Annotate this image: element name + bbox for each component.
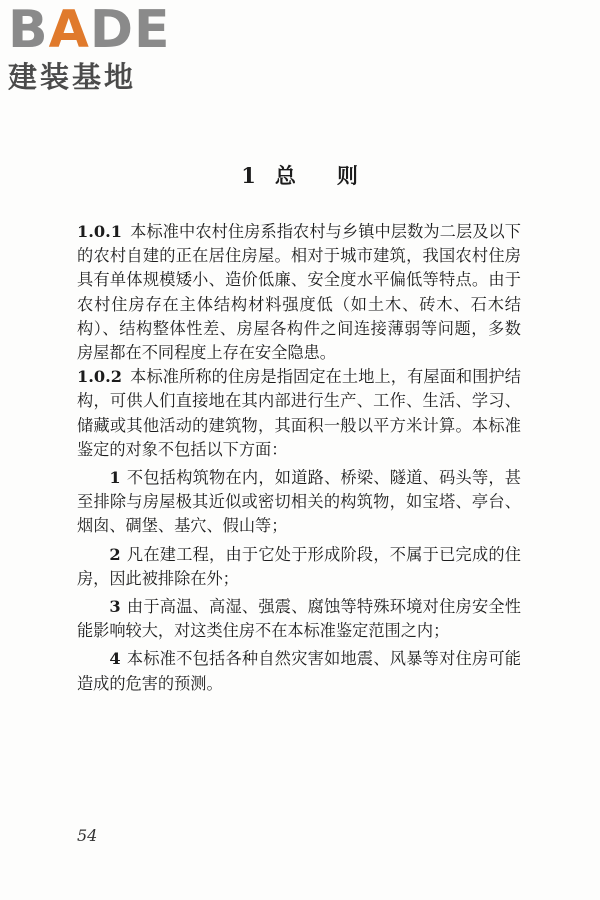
chapter-title-char-1: 总 <box>274 163 297 188</box>
list-item-1 <box>77 466 521 539</box>
chapter-number: 1 <box>241 163 257 188</box>
item-text: 由于高温、高湿、强震、腐蚀等特殊环境对住房安全性能影响较大，对这类住房不在本标准鉴定范围之内； <box>77 597 521 641</box>
item-number: 4 <box>109 649 121 669</box>
clause-number: 1.0.1 <box>77 222 123 241</box>
item-number: 2 <box>109 544 121 564</box>
page-number: 54 <box>77 826 98 845</box>
clause-text: 本标准中农村住房系指农村与乡镇中层数为二层及以下的农村自建的正在居住房屋。相对于城市建筑，我国农村住房具有单体规模矮小、造价低廉、安全度水平偏低等特点。由于农村住房存在主体结构材料强度低（如土木、砖木、石木结构）、结构整体性差、房屋各构件之间连接薄弱等问题，多数房屋都在不同程度上存在安全隐患。 <box>77 222 521 363</box>
logo-letter-a: A <box>48 0 90 60</box>
list-item-3 <box>77 595 521 643</box>
logo-letters-de: DE <box>89 0 171 60</box>
clause-number: 1.0.2 <box>77 367 123 387</box>
item-text: 本标准不包括各种自然灾害如地震、风暴等对住房可能造成的危害的预测。 <box>77 649 521 693</box>
clause-1-0-2 <box>77 365 521 462</box>
item-text: 凡在建工程，由于它处于形成阶段，不属于已完成的住房，因此被排除在外； <box>77 544 521 588</box>
list-item-2 <box>77 543 521 591</box>
chapter-body <box>77 220 521 696</box>
chapter-title <box>0 160 600 190</box>
logo-letter-b: B <box>8 0 49 60</box>
logo-subtitle: 建装基地 <box>8 60 137 94</box>
clause-text: 本标准所称的住房是指固定在土地上，有屋面和围护结构，可供人们直接地在其内部进行生产、工作、生活、学习、储藏或其他活动的建筑物，其面积一般以平方米计算。本标准鉴定的对象不包括以下方面： <box>77 367 521 459</box>
bade-logo <box>8 2 178 94</box>
logo-wordmark <box>8 2 178 58</box>
item-number: 1 <box>109 468 121 488</box>
clause-1-0-1 <box>77 220 521 365</box>
item-number: 3 <box>109 597 121 617</box>
item-text: 不包括构筑物在内，如道路、桥梁、隧道、码头等，甚至排除与房屋极其近似或密切相关的构筑物，如宝塔、亭台、烟囱、碉堡、基穴、假山等； <box>77 468 521 536</box>
chapter-title-char-2: 则 <box>336 163 359 188</box>
list-item-4 <box>77 647 521 695</box>
